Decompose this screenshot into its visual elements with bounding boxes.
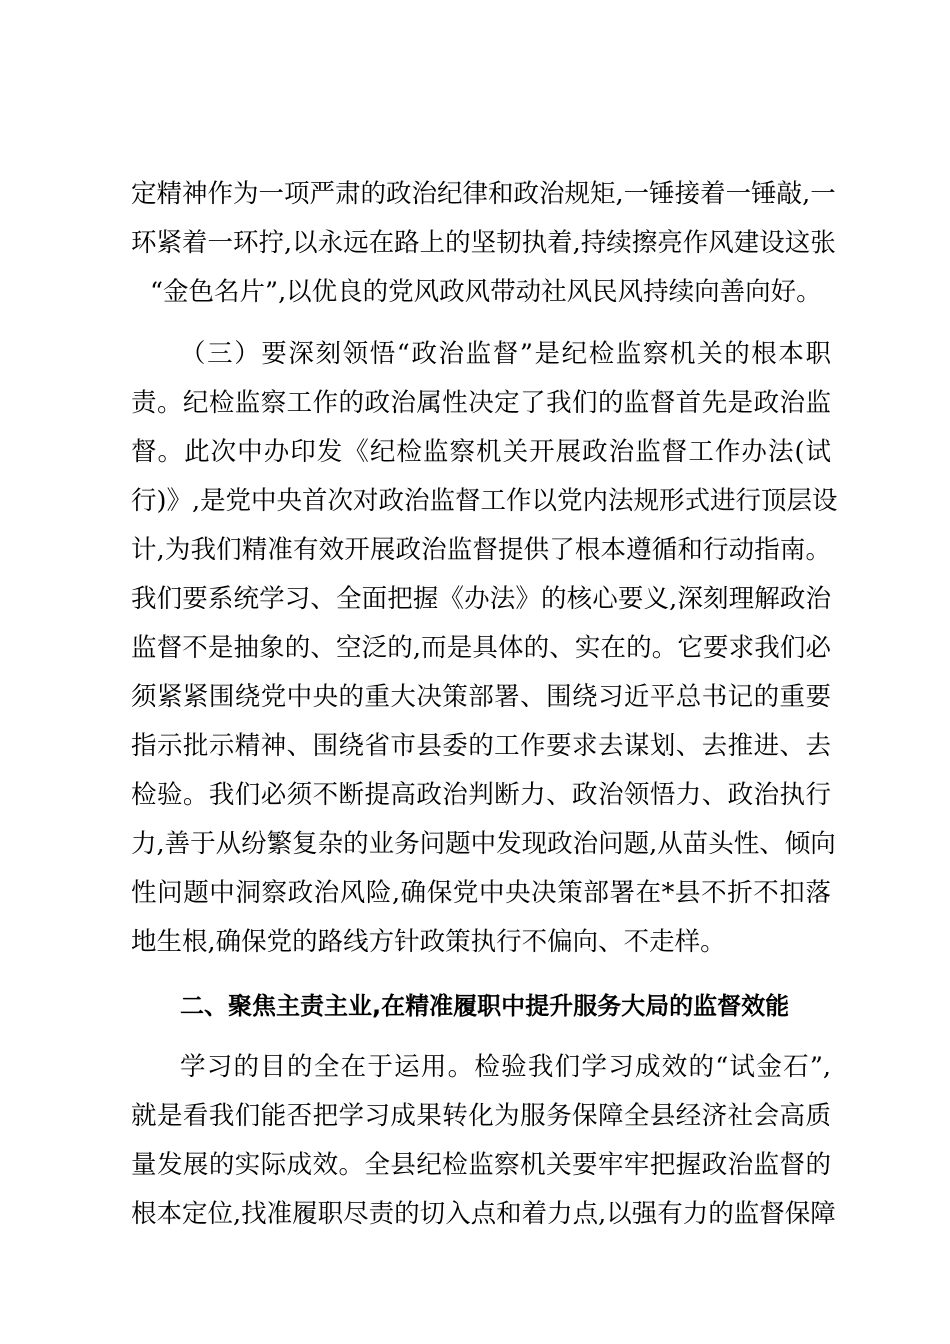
text-line: 督。此次中办印发《纪检监察机关开展政治监督工作办法(试 <box>131 437 831 467</box>
text-line: 指示批示精神、围绕省市县委的工作要求去谋划、去推进、去 <box>131 731 831 761</box>
text-line: 行)》,是党中央首次对政治监督工作以党内法规形式进行顶层设 <box>131 486 838 516</box>
text-line: 责。纪检监察工作的政治属性决定了我们的监督首先是政治监 <box>131 388 831 418</box>
text-line: “金色名片”,以优良的党风政风带动社风民风持续向善向好。 <box>150 277 822 307</box>
text-line: 须紧紧围绕党中央的重大决策部署、围绕习近平总书记的重要 <box>131 682 831 712</box>
text-line: 地生根,确保党的路线方针政策执行不偏向、不走样。 <box>131 927 726 957</box>
text-line: 学习的目的全在于运用。检验我们学习成效的“试金石”, <box>180 1052 831 1082</box>
text-line: 根本定位,找准履职尽责的切入点和着力点,以强有力的监督保障 <box>131 1199 836 1229</box>
text-line: 环紧着一环拧,以永远在路上的坚韧执着,持续擦亮作风建设这张 <box>131 228 836 258</box>
text-line: 定精神作为一项严肃的政治纪律和政治规矩,一锤接着一锤敲,一 <box>131 179 836 209</box>
text-line: 监督不是抽象的、空泛的,而是具体的、实在的。它要求我们必 <box>131 633 831 663</box>
text-line: 性问题中洞察政治风险,确保党中央决策部署在*县不折不扣落 <box>131 878 831 908</box>
text-line: 我们要系统学习、全面把握《办法》的核心要义,深刻理解政治 <box>131 584 831 614</box>
text-line: 就是看我们能否把学习成果转化为服务保障全县经济社会高质 <box>131 1101 831 1131</box>
section-heading: 二、聚焦主责主业,在精准履职中提升服务大局的监督效能 <box>180 992 790 1020</box>
text-line: （三）要深刻领悟“政治监督”是纪检监察机关的根本职 <box>180 339 831 369</box>
text-line: 计,为我们精准有效开展政治监督提供了根本遵循和行动指南。 <box>131 535 831 565</box>
text-line: 力,善于从纷繁复杂的业务问题中发现政治问题,从苗头性、倾向 <box>131 829 836 859</box>
text-line: 检验。我们必须不断提高政治判断力、政治领悟力、政治执行 <box>131 780 831 810</box>
text-line: 量发展的实际成效。全县纪检监察机关要牢牢把握政治监督的 <box>131 1150 831 1180</box>
